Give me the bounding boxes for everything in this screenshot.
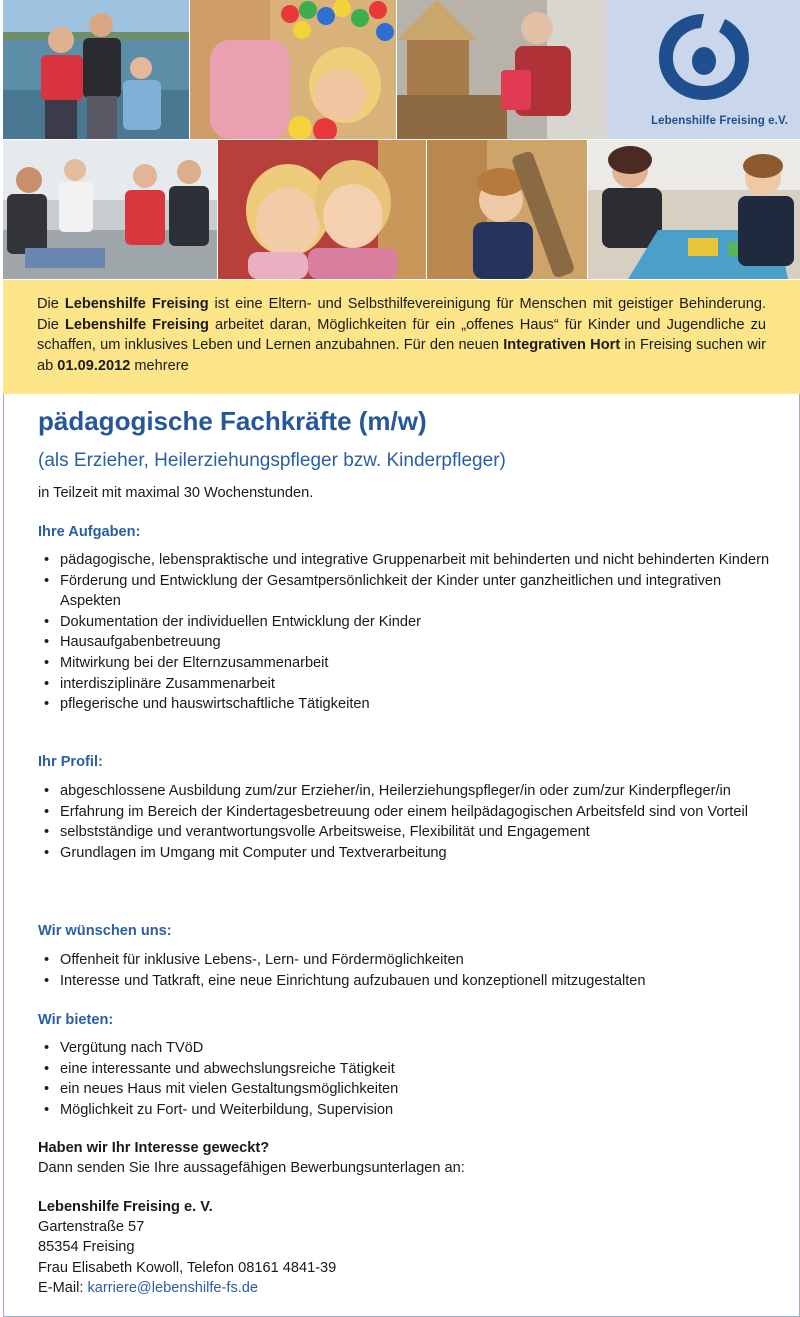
list-item: • Förderung und Entwicklung der Gesamtpersönlichkeit der Kinder unter ganzheitlichen und integrativen Aspekten xyxy=(38,571,778,612)
photo-woman-board-game xyxy=(588,140,800,279)
job-title: pädagogische Fachkräfte (m/w) xyxy=(38,406,427,436)
application-instruction: Dann senden Sie Ihre aussagefähigen Bewerbungsunterlagen an: xyxy=(38,1160,465,1176)
offer-list xyxy=(38,1038,778,1120)
list-item: • Vergütung nach TVöD xyxy=(38,1038,778,1059)
list-item: • pädagogische, lebenspraktische und integrative Gruppenarbeit mit behinderten und nicht behinderten Kindern xyxy=(38,550,778,571)
list-item: • abgeschlossene Ausbildung zum/zur Erzieher/in, Heilerziehungspfleger/in oder zum/zur Kinderpfleger/in xyxy=(38,781,778,802)
list-item: • Erfahrung im Bereich der Kindertagesbetreuung oder einem heilpädagogischen Arbeitsfeld sind von Vorteil xyxy=(38,802,778,823)
interest-question: Haben wir Ihr Interesse geweckt? xyxy=(38,1140,270,1156)
lebenshilfe-logo-icon xyxy=(649,6,759,106)
offer-heading: Wir bieten: xyxy=(38,1012,114,1028)
org-name: Lebenshilfe Freising xyxy=(64,296,209,312)
working-hours: in Teilzeit mit maximal 30 Wochenstunden. xyxy=(38,485,314,501)
wishes-list xyxy=(38,950,778,991)
list-item: • interdisziplinäre Zusammenarbeit xyxy=(38,674,778,695)
photo-boy-with-wood xyxy=(427,140,587,279)
list-item: • Dokumentation der individuellen Entwicklung der Kinder xyxy=(38,612,778,633)
list-item: • selbstständige und verantwortungsvolle Arbeitsweise, Flexibilität und Engagement xyxy=(38,822,778,843)
logo-text: Lebenshilfe Freising e.V. xyxy=(651,115,788,127)
wishes-heading: Wir wünschen uns: xyxy=(38,923,172,939)
contact-org: Lebenshilfe Freising e. V. xyxy=(38,1199,213,1215)
photo-elderly-man-birdhouse xyxy=(397,0,607,139)
profile-heading: Ihr Profil: xyxy=(38,754,103,770)
contact-email-line xyxy=(38,1278,258,1299)
profile-list xyxy=(38,781,778,863)
job-posting-body xyxy=(3,394,800,1317)
tasks-list xyxy=(38,550,778,715)
intro-part: in Freising suchen wir ab xyxy=(37,337,767,374)
org-name: Lebenshilfe Freising xyxy=(64,316,209,333)
email-label: E-Mail: xyxy=(38,1280,88,1296)
list-item: • Grundlagen im Umgang mit Computer und Textverarbeitung xyxy=(38,843,778,864)
hort-name: Integrativen Hort xyxy=(503,337,621,354)
photo-collage xyxy=(0,0,800,280)
photo-two-toddlers xyxy=(218,140,426,279)
contact-city: 85354 Freising xyxy=(38,1239,135,1255)
job-subtitle: (als Erzieher, Heilerziehungspfleger bzw. Kinderpfleger) xyxy=(38,450,506,471)
list-item: • Interesse und Tatkraft, eine neue Einrichtung aufzubauen und konzeptionell mitzugestalten xyxy=(38,971,778,992)
intro-part: mehrere xyxy=(130,357,189,374)
list-item: • Hausaufgabenbetreuung xyxy=(38,632,778,653)
list-item: • ein neues Haus mit vielen Gestaltungsmöglichkeiten xyxy=(38,1079,778,1100)
intro-text xyxy=(3,280,800,394)
start-date: 01.09.2012 xyxy=(57,357,131,374)
list-item: • Offenheit für inklusive Lebens-, Lern- und Fördermöglichkeiten xyxy=(38,950,778,971)
photo-child-ball-pit xyxy=(190,0,396,139)
lebenshilfe-logo xyxy=(607,0,800,139)
photo-group-on-balcony xyxy=(3,140,217,279)
list-item: • Möglichkeit zu Fort- und Weiterbildung, Supervision xyxy=(38,1100,778,1121)
intro-part: ist eine Eltern- und Selbsthilfevereinigung für Menschen mit geistiger Behinderung. Die xyxy=(37,296,766,333)
intro-part: Die xyxy=(37,296,65,312)
contact-person: Frau Elisabeth Kowoll, Telefon 08161 4841-39 xyxy=(38,1260,337,1276)
photo-group-by-lake xyxy=(3,0,189,139)
list-item: • Mitwirkung bei der Elternzusammenarbeit xyxy=(38,653,778,674)
list-item: • eine interessante und abwechslungsreiche Tätigkeit xyxy=(38,1059,778,1080)
email-link[interactable]: karriere@lebenshilfe-fs.de xyxy=(87,1280,259,1296)
contact-street: Gartenstraße 57 xyxy=(38,1219,145,1235)
intro-part: arbeitet daran, Möglichkeiten für ein „offenes Haus“ für Kinder und Jugendliche zu schaffen, um inklusives Leben und Lernen anzubahnen. Für den neuen xyxy=(37,316,767,354)
list-item: • pflegerische und hauswirtschaftliche Tätigkeiten xyxy=(38,694,778,715)
tasks-heading: Ihre Aufgaben: xyxy=(38,524,141,540)
